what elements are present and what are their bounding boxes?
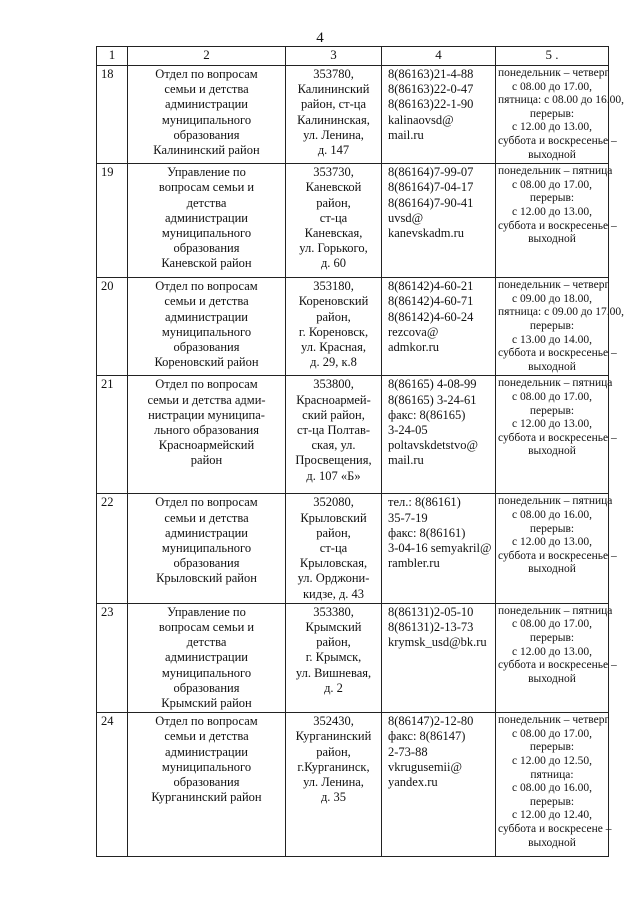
cell-line: семьи и детства адми- <box>147 392 266 407</box>
row-number-cell: 19 <box>97 164 128 278</box>
row-number-cell: 22 <box>97 494 128 603</box>
cell-line: 8(86163)21-4-88 <box>388 67 474 81</box>
table-row <box>97 66 609 164</box>
cell-line: poltavskdetstvo@ <box>388 438 478 453</box>
cell-line: с 12.00 до 13.00, <box>512 536 592 549</box>
table-row <box>97 713 609 857</box>
cell-line: суббота и воскресенье – <box>498 549 617 562</box>
cell-line: выходной <box>528 360 576 373</box>
cell-line: Курганинский район <box>151 790 262 805</box>
cell-line: с 12.00 до 13.00, <box>512 418 592 431</box>
header-cell: 2 <box>128 47 286 66</box>
cell-line: факс: 8(86161) <box>388 525 466 540</box>
cell-line: факс: 8(86147) <box>388 729 466 744</box>
cell-line: 8(86142)4-60-24 <box>388 309 474 324</box>
contacts-cell <box>382 278 496 376</box>
cell-line: Отдел по вопросам <box>155 714 258 729</box>
cell-line: Каневская, <box>304 225 363 240</box>
row-number-cell: 21 <box>97 376 128 494</box>
organization-cell <box>128 494 286 603</box>
organization-cell <box>128 164 286 278</box>
cell-line: район, <box>316 309 351 324</box>
cell-line: район, <box>316 525 351 540</box>
address-cell <box>286 376 382 494</box>
registry-table <box>96 46 625 857</box>
cell-line: суббота и воскресенье – <box>498 219 617 232</box>
cell-line: администрации <box>165 210 248 225</box>
cell-line: муниципального <box>161 324 252 339</box>
cell-line: 8(86165) 4-08-99 <box>388 377 477 392</box>
cell-line: льного образования <box>153 422 259 437</box>
cell-line: район, <box>316 744 351 759</box>
hours-cell <box>496 376 617 494</box>
row-number-cell: 23 <box>97 603 128 712</box>
cell-line: семьи и детства <box>164 82 249 97</box>
cell-line: 353730, <box>313 165 354 180</box>
cell-line: муниципального <box>161 112 252 127</box>
cell-line: с 09.00 до 18.00, <box>512 292 592 305</box>
cell-line: район, <box>316 635 351 650</box>
cell-line: образования <box>173 774 240 789</box>
cell-line: 8(86164)7-99-07 <box>388 165 474 180</box>
cell-line: семьи и детства <box>164 294 249 309</box>
cell-line: администрации <box>165 525 248 540</box>
cell-line: район <box>190 453 223 468</box>
cell-line: 353180, <box>313 279 354 294</box>
cell-line: понедельник – пятница <box>498 495 613 508</box>
cell-line: тел.: 8(86161) <box>388 495 461 510</box>
cell-line: mail.ru <box>388 453 424 468</box>
cell-line: с 12.00 до 12.50, <box>512 754 592 767</box>
cell-line: пятница: с 09.00 до 17.00, <box>498 306 625 319</box>
organization-cell <box>128 278 286 376</box>
cell-line: факс: 8(86165) <box>388 407 466 422</box>
header-row <box>97 47 609 66</box>
cell-line: ст-ца <box>319 210 348 225</box>
cell-line: выходной <box>528 563 576 576</box>
cell-line: суббота и воскресенье – <box>498 347 617 360</box>
cell-line: vkrugusemii@ <box>388 759 463 774</box>
cell-line: с 08.00 до 17.00, <box>512 178 592 191</box>
cell-line: 353780, <box>313 67 354 81</box>
organization-cell <box>128 713 286 857</box>
cell-line: пятница: <box>530 768 574 781</box>
cell-line: перерыв: <box>529 741 575 754</box>
cell-line: семьи и детства <box>164 510 249 525</box>
cell-line: 3-24-05 <box>388 422 428 437</box>
cell-line: rambler.ru <box>388 556 440 571</box>
cell-line: 8(86165) 3-24-61 <box>388 392 477 407</box>
address-cell <box>286 66 382 164</box>
cell-line: образования <box>173 680 240 695</box>
cell-line: детства <box>186 195 227 210</box>
address-cell <box>286 603 382 712</box>
cell-line: суббота и воскресенье – <box>498 659 617 672</box>
hours-cell <box>496 164 617 278</box>
cell-line: rezcova@ <box>388 324 439 339</box>
cell-line: admkor.ru <box>388 339 440 354</box>
cell-line: Кореновский <box>298 294 369 309</box>
cell-line: образования <box>173 127 240 142</box>
cell-line: перерыв: <box>529 192 575 205</box>
cell-line: выходной <box>528 148 576 161</box>
cell-line: Красноармейский <box>158 438 255 453</box>
cell-line: 8(86147)2-12-80 <box>388 714 474 729</box>
cell-line: Отдел по вопросам <box>155 279 258 294</box>
hours-cell <box>496 278 625 376</box>
row-number-cell: 18 <box>97 66 128 164</box>
cell-line: д. 2 <box>324 680 343 695</box>
cell-line: образования <box>173 241 240 256</box>
header-cell: 1 <box>97 47 128 66</box>
cell-line: Крыловская, <box>299 556 368 571</box>
cell-line: с 08.00 до 17.00, <box>512 727 592 740</box>
cell-line: 8(86131)2-13-73 <box>388 619 474 634</box>
contacts-cell <box>382 376 496 494</box>
cell-line: ст-ца Полтав- <box>296 422 371 437</box>
header-cell: 3 <box>286 47 382 66</box>
cell-line: пятница: с 08.00 до 16.00, <box>498 94 625 107</box>
cell-line: mail.ru <box>388 127 424 142</box>
cell-line: с 08.00 до 17.00, <box>512 390 592 403</box>
organization-cell <box>128 603 286 712</box>
cell-line: район, ст-ца <box>300 97 367 112</box>
row-number-cell: 20 <box>97 278 128 376</box>
cell-line: Крыловский <box>300 510 367 525</box>
cell-line: понедельник – пятница <box>498 165 613 178</box>
cell-line: ул. Вишневая, <box>295 665 372 680</box>
cell-line: Каневской <box>305 180 362 195</box>
cell-line: 8(86163)22-0-47 <box>388 82 474 97</box>
cell-line: д. 35 <box>320 790 347 805</box>
cell-line: Калининский район <box>153 143 260 158</box>
cell-line: ская, ул. <box>311 438 356 453</box>
cell-line: с 08.00 до 16.00, <box>512 782 592 795</box>
cell-line: 8(86163)22-1-90 <box>388 97 474 112</box>
cell-line: администрации <box>165 744 248 759</box>
cell-line: понедельник – четверг <box>498 279 610 292</box>
contacts-cell <box>382 713 496 857</box>
cell-line: krymsk_usd@bk.ru <box>388 635 487 650</box>
header-cell: 4 <box>382 47 496 66</box>
cell-line: администрации <box>165 650 248 665</box>
cell-line: семьи и детства <box>164 729 249 744</box>
cell-line: ул. Красная, <box>301 339 366 354</box>
organization-cell <box>128 376 286 494</box>
cell-line: Управление по <box>167 165 246 180</box>
cell-line: выходной <box>528 672 576 685</box>
cell-line: Калининский <box>297 82 370 97</box>
cell-line: перерыв: <box>529 404 575 417</box>
cell-line: с 08.00 до 17.00, <box>512 618 592 631</box>
cell-line: yandex.ru <box>388 774 438 789</box>
cell-line: Крымский район <box>161 695 252 710</box>
cell-line: ул. Горького, <box>299 241 368 256</box>
cell-line: г. Крымск, <box>305 650 362 665</box>
cell-line: 8(86131)2-05-10 <box>388 604 474 619</box>
cell-line: uvsd@ <box>388 210 424 225</box>
cell-line: администрации <box>165 97 248 112</box>
cell-line: ул. Орджони- <box>297 571 370 586</box>
cell-line: с 08.00 до 17.00, <box>512 80 592 93</box>
cell-line: ул. Ленина, <box>303 774 364 789</box>
hours-cell <box>496 603 617 712</box>
cell-line: д. 147 <box>317 143 350 158</box>
page-number: 4 <box>316 30 324 46</box>
contacts-cell <box>382 164 496 278</box>
cell-line: выходной <box>528 445 576 458</box>
cell-line: муниципального <box>161 225 252 240</box>
address-cell <box>286 713 382 857</box>
table-row <box>97 376 609 494</box>
hours-cell <box>496 494 617 603</box>
cell-line: Калининская, <box>297 112 370 127</box>
cell-line: ул. Ленина, <box>303 127 364 142</box>
cell-line: 8(86164)7-04-17 <box>388 180 474 195</box>
cell-line: д. 29, к.8 <box>310 355 357 370</box>
cell-line: район, <box>316 195 351 210</box>
cell-line: г.Курганинск, <box>297 759 370 774</box>
cell-line: Отдел по вопросам <box>155 67 258 81</box>
cell-line: Управление по <box>167 604 246 619</box>
table-row <box>97 278 609 376</box>
table-row <box>97 603 609 712</box>
cell-line: муниципального <box>161 665 252 680</box>
contacts-cell <box>382 603 496 712</box>
cell-line: kalinaovsd@ <box>388 112 454 127</box>
cell-line: суббота и воскресенье – <box>498 431 617 444</box>
cell-line: вопросам семьи и <box>158 619 255 634</box>
cell-line: понедельник – пятница <box>498 377 613 390</box>
contacts-cell <box>382 66 496 164</box>
cell-line: перерыв: <box>529 107 575 120</box>
cell-line: Отдел по вопросам <box>155 495 258 510</box>
cell-line: суббота и воскресене – <box>498 822 612 835</box>
cell-line: с 12.00 до 13.00, <box>512 645 592 658</box>
table-row <box>97 164 609 278</box>
cell-line: г. Кореновск, <box>298 324 369 339</box>
cell-line: перерыв: <box>529 522 575 535</box>
hours-cell <box>496 66 625 164</box>
hours-cell <box>496 713 612 857</box>
cell-line: 2-73-88 <box>388 744 428 759</box>
cell-line: нистрации муниципа- <box>148 407 265 422</box>
cell-line: Красноармей- <box>296 392 371 407</box>
organization-cell <box>128 66 286 164</box>
cell-line: понедельник – пятница <box>498 604 613 617</box>
cell-line: кидзе, д. 43 <box>302 586 365 601</box>
cell-line: с 08.00 до 16.00, <box>512 508 592 521</box>
header-cell: 5 . <box>496 47 609 66</box>
cell-line: муниципального <box>161 540 252 555</box>
cell-line: вопросам семьи и <box>158 180 255 195</box>
cell-line: с 13.00 до 14.00, <box>512 333 592 346</box>
cell-line: Курганинский <box>295 729 372 744</box>
cell-line: Отдел по вопросам <box>155 377 258 392</box>
cell-line: kanevskadm.ru <box>388 225 465 240</box>
address-cell <box>286 494 382 603</box>
cell-line: понедельник – четверг <box>498 714 610 727</box>
cell-line: детства <box>186 635 227 650</box>
cell-line: суббота и воскресенье – <box>498 134 617 147</box>
cell-line: 8(86142)4-60-71 <box>388 294 474 309</box>
cell-line: перерыв: <box>529 631 575 644</box>
cell-line: Каневской район <box>161 256 252 271</box>
cell-line: муниципального <box>161 759 252 774</box>
cell-line: 352080, <box>313 495 354 510</box>
cell-line: Просвещения, <box>295 453 372 468</box>
cell-line: 353380, <box>313 604 354 619</box>
cell-line: выходной <box>528 233 576 246</box>
cell-line: 8(86142)4-60-21 <box>388 279 474 294</box>
cell-line: перерыв: <box>529 319 575 332</box>
row-number-cell: 24 <box>97 713 128 857</box>
cell-line: 3-04-16 semyakril@ <box>388 540 492 555</box>
cell-line: 352430, <box>313 714 354 729</box>
cell-line: понедельник – четверг <box>498 67 610 79</box>
cell-line: Крыловский район <box>156 571 257 586</box>
address-cell <box>286 164 382 278</box>
cell-line: выходной <box>528 836 576 849</box>
cell-line: с 12.00 до 12.40, <box>512 809 592 822</box>
cell-line: образования <box>173 339 240 354</box>
address-cell <box>286 278 382 376</box>
cell-line: д. 60 <box>320 256 347 271</box>
cell-line: 8(86164)7-90-41 <box>388 195 474 210</box>
cell-line: перерыв: <box>529 795 575 808</box>
cell-line: с 12.00 до 13.00, <box>512 121 592 134</box>
cell-line: ст-ца <box>319 540 348 555</box>
cell-line: администрации <box>165 309 248 324</box>
cell-line: ский район, <box>302 407 365 422</box>
cell-line: с 12.00 до 13.00, <box>512 205 592 218</box>
cell-line: 35-7-19 <box>388 510 428 525</box>
cell-line: Крымский <box>305 619 362 634</box>
cell-line: Кореновский район <box>154 355 259 370</box>
cell-line: образования <box>173 556 240 571</box>
contacts-cell <box>382 494 496 603</box>
cell-line: д. 107 «Б» <box>306 468 361 483</box>
cell-line: 353800, <box>313 377 354 392</box>
table-row <box>97 494 609 603</box>
